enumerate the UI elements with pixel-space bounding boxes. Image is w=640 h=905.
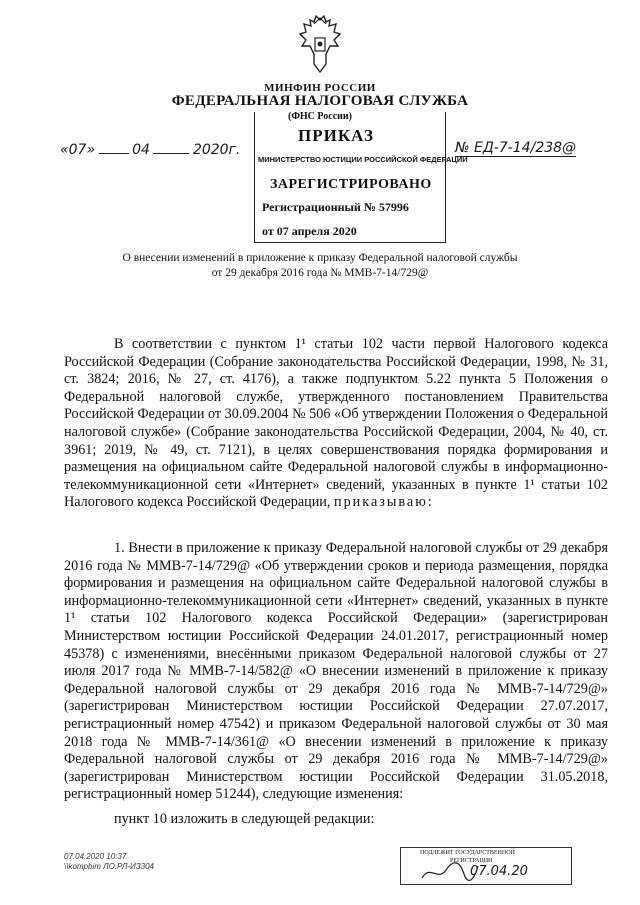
body-paragraph-2: 1. Внести в приложение к приказу Федеральной налоговой службы от 29 декабря 2016 года № ММВ-7-14/729@ «Об утверждении сроков и периода размещения, порядка формирования и размещения на официальном сайте Федеральной налоговой службы в информационно-телекоммуникационной сети «Интернет» сведений, указанных в пункте 1¹ статьи 102 Налогового кодекса Российской Федерации» (зарегистрирован Министерством юстиции Российской Федерации 24.01.2017, регистрационный номер 45378) с изменениями, внесёнными приказом Федеральной налоговой службы от 27 июля 2017 года № ММВ-7-14/582@ «О внесении изменений в приложение к приказу Федеральной налоговой службы от 29 декабря 2016 года № ММВ-7-14/729@» (зарегистрирован Министерством юстиции Российской Федерации 27.07.2017, регистрационный номер 47542) и приказом Федеральной налоговой службы от 30 мая 2018 года № ММВ-7-14/361@ «О внесении изменений в приложение к приказу Федеральной налоговой службы от 29 декабря 2016 года № ММВ-7-14/729@» (зарегистрирован Министерством юстиции Российской Федерации 31.05.2018, регистрационный номер 51244), следующие изменения: (64, 540, 608, 803)
subject-line-1: О внесении изменений в приложение к приказу Федеральной налоговой службы (122, 252, 518, 264)
service-short-name: (ФНС России) (287, 111, 352, 122)
coat-of-arms-icon (296, 14, 344, 74)
stamp-registered: ЗАРЕГИСТРИРОВАНО (270, 177, 432, 192)
reg-stamp-date: 07.04.20 (470, 864, 528, 879)
body-paragraph-1 (64, 336, 608, 512)
service-name: ФЕДЕРАЛЬНАЯ НАЛОГОВАЯ СЛУЖБА (171, 93, 469, 109)
stamp-ministry: МИНИСТЕРСТВО ЮСТИЦИИ РОССИЙСКОЙ ФЕДЕРАЦИИ (258, 155, 468, 164)
file-footer (64, 852, 154, 872)
order-date (60, 142, 240, 159)
body-paragraph-1-text: В соответствии с пунктом 1¹ статьи 102 части первой Налогового кодекса Российской Федерации (Собрание законодательства Российской Федерации, 1998, № 31, ст. 3824; 2016, № 27, ст. 4176), а также подпунктом 5.22 пункта 5 Положения о Федеральной налоговой службе, утвержденного постановлением Правительства Российской Федерации от 30.09.2004 № 506 «Об утверждении Положения о Федеральной налоговой службе» (Собрание законодательства Российской Федерации, 2004, № 40, ст. 3961; 2019, № 49, ст. 7121), в целях совершенствования порядка формирования и размещения на официальном сайте Федеральной налоговой службы в информационно-телекоммуникационной сети «Интернет» сведений, указанных в пункте 1¹ статьи 102 Налогового кодекса Российской Федерации, (64, 336, 608, 511)
order-date-day: «07» (60, 142, 96, 158)
subject-line-2: от 29 декабря 2016 года № ММВ-7-14/729@ (211, 267, 429, 279)
footer-path: \\kompbim ЛО.РЛ-ИЗ304 (64, 862, 154, 871)
document-subject (0, 251, 640, 281)
signature-icon (420, 860, 480, 884)
reg-stamp-line-1: ПОДЛЕЖИТ ГОСУДАРСТВЕННОЙ (420, 850, 515, 856)
orders-word: приказываю: (334, 494, 434, 511)
order-number: № ЕД-7-14/238@ (455, 140, 577, 156)
order-date-month: 04 (132, 142, 150, 158)
document-type-title: ПРИКАЗ (298, 126, 374, 145)
stamp-reg-number: Регистрационный № 57996 (262, 200, 409, 214)
ministry-name: МИНФИН РОССИИ (264, 82, 376, 94)
body-paragraph-3: пункт 10 изложить в следующей редакции: (114, 811, 375, 827)
reg-stamp-line-2: РЕГИСТРАЦИИ (450, 858, 493, 864)
stamp-reg-date: от 07 апреля 2020 (262, 224, 357, 238)
order-date-year: 2020г. (192, 142, 241, 158)
footer-timestamp: 07.04.2020 10:37 (64, 852, 127, 861)
